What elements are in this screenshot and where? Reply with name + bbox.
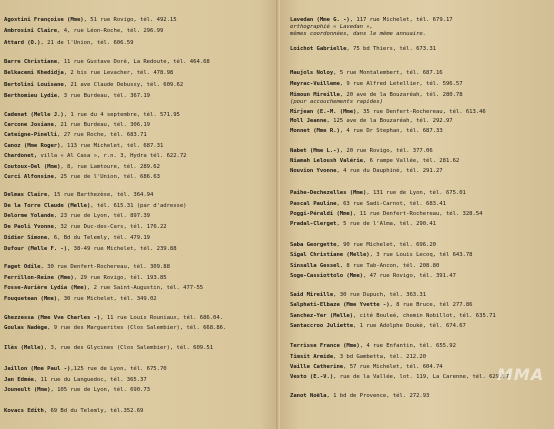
entry-address: , 57 rue Michelet, tél. 604.74 bbox=[343, 364, 443, 370]
directory-entry bbox=[4, 192, 153, 199]
left-column bbox=[4, 0, 272, 429]
directory-entry bbox=[290, 374, 509, 381]
watermark: MMA bbox=[497, 365, 545, 384]
directory-entry bbox=[290, 393, 429, 400]
entry-address: , 5 rue Montalembert, tél. 687.16 bbox=[333, 70, 443, 76]
entry-address: , 9 rue des Marguerites (Clos Salembier), tél. 668.86. bbox=[47, 325, 227, 331]
entry-name: Delmas Claire bbox=[4, 192, 48, 198]
entry-address: , 2 bis rue Levacher, tél. 478.98 bbox=[63, 70, 174, 76]
directory-entry bbox=[290, 158, 459, 165]
directory-entry bbox=[4, 366, 167, 373]
directory-entry bbox=[290, 252, 473, 259]
directory-entry bbox=[4, 40, 133, 47]
directory-entry bbox=[290, 211, 482, 218]
entry-name: Niamah Leloush Valérie bbox=[290, 158, 363, 164]
directory-entry bbox=[290, 263, 439, 270]
directory-entry bbox=[4, 143, 163, 150]
directory-entry bbox=[4, 345, 213, 352]
entry-address: , 15 rue Barthezèse, tél. 364.94 bbox=[47, 192, 154, 198]
directory-entry bbox=[290, 364, 443, 371]
entry-address: , 2 rue Saint-Augustin, tél. 477-55 bbox=[86, 285, 204, 291]
entry-name: Paihe-Dechezelles (Mme) bbox=[290, 190, 367, 196]
entry-address: , 105 rue de Lyon, tél. 690.73 bbox=[50, 387, 150, 393]
directory-entry bbox=[290, 343, 456, 350]
directory-entry bbox=[4, 275, 167, 282]
directory-entry bbox=[4, 224, 167, 231]
entry-name: Dufour (Melle F. -) bbox=[4, 246, 68, 252]
directory-entry bbox=[290, 92, 463, 99]
entry-name: Pradal-Clerget bbox=[290, 221, 337, 227]
entry-name: Terrisse France (Mme) bbox=[290, 343, 360, 349]
entry-name: Cateigne-Pinelli bbox=[4, 132, 58, 138]
entry-address: , 30 rue Michelet, tél. 349.02 bbox=[57, 296, 157, 302]
entry-name: Chardonet, bbox=[4, 153, 38, 159]
directory-entry bbox=[4, 213, 150, 220]
entry-name: De Paoli Yvonne bbox=[4, 224, 54, 230]
directory-entry bbox=[4, 153, 187, 160]
directory-entry bbox=[4, 315, 223, 322]
entry-address: , 1 rue du 4 septembre, tél. 571.95 bbox=[63, 112, 180, 118]
entry-address: , 4, rue Léon-Roche, tél. 296.99 bbox=[57, 28, 164, 34]
entry-address: , 47 rue Rovigo, tél. 391.47 bbox=[363, 273, 456, 279]
directory-entry bbox=[290, 70, 443, 77]
entry-name: Maujols Noloy bbox=[290, 70, 334, 76]
entry-address: , 35 rue Denfert-Rochereau, tél. 613.46 bbox=[356, 109, 486, 115]
directory-entry bbox=[290, 109, 486, 116]
entry-address: , 131 rue de Lyon, tél. 675.01 bbox=[366, 190, 466, 196]
entry-address: orthographié « Lavedan », bbox=[290, 24, 373, 30]
directory-entry bbox=[4, 264, 170, 271]
entry-name: Fouquetean (Mme) bbox=[4, 296, 58, 302]
entry-address: , 3 bd Gambetta, tél. 212.20 bbox=[333, 354, 427, 360]
entry-address: , 30 rue Dupuch, tél. 363.31 bbox=[333, 292, 427, 298]
entry-name: Ferrillon-Reine (Mme) bbox=[4, 275, 74, 281]
directory-entry bbox=[4, 325, 226, 332]
entry-name: Nouvion Yvonne bbox=[290, 168, 337, 174]
directory-entry bbox=[4, 70, 173, 77]
entry-name: Loichot Gabrielle bbox=[290, 46, 347, 52]
entry-name: Sigal Christiane (Melle) bbox=[290, 252, 370, 258]
entry-name: Fosse-Aurière Lydia (Mme) bbox=[4, 285, 87, 291]
entry-address: , 11 rue du Languedoc, tél. 365.37 bbox=[33, 377, 147, 383]
entry-name: Said Mireille bbox=[290, 292, 334, 298]
entry-name: Saba Georgette bbox=[290, 242, 337, 248]
entry-address: , 38-49 rue Michelet, tél. 239.88 bbox=[67, 246, 177, 252]
entry-name: Moll Jeanne bbox=[290, 118, 327, 124]
entry-name: Jouneult (Mme) bbox=[4, 387, 51, 393]
directory-entry bbox=[4, 387, 150, 394]
entry-name: Berthomieu Lydie bbox=[4, 93, 58, 99]
entry-address: , 6 rampe Vallée, tél. 281.62 bbox=[363, 158, 460, 164]
entry-address: , rue de la Vallée, lot. 119, La Carenne, tél. 629.97 bbox=[333, 374, 509, 380]
directory-entry bbox=[4, 203, 186, 210]
entry-name: Meyrac-Vuilleme bbox=[290, 81, 340, 87]
entry-name: Delorme Yolande bbox=[4, 213, 54, 219]
entry-name: Agostini Françoise (Mme) bbox=[4, 17, 84, 23]
entry-address: mêmes coordonnées, dans le même annuaire. bbox=[290, 31, 427, 37]
directory-entry bbox=[290, 148, 433, 155]
entry-address: , 8 rue Bruce, tél 277.86 bbox=[389, 302, 473, 308]
entry-address: , tél. 615.31 (par d'adresse) bbox=[90, 203, 187, 209]
directory-entry bbox=[290, 99, 383, 106]
directory-entry bbox=[4, 28, 163, 35]
entry-address: , 11 rue Denfert-Rochereau, tél. 328.54 bbox=[353, 211, 483, 217]
directory-entry bbox=[290, 128, 443, 135]
entry-address: , 51 rue Rovigo, tél. 492.15 bbox=[83, 17, 177, 23]
entry-name: Nabet (Mme L.-) bbox=[290, 148, 340, 154]
directory-entry bbox=[4, 164, 160, 171]
entry-address: , 29 rue Rovigo, tél. 193.85 bbox=[73, 275, 167, 281]
entry-address: , 20 rue Rovigo, tél. 377.06 bbox=[339, 148, 433, 154]
entry-address: , 5 rue de l'Alma, tél. 290.41 bbox=[336, 221, 436, 227]
entry-name: Barre Christiane bbox=[4, 59, 58, 65]
entry-address: , 27 rue Roche, tél. 683.71 bbox=[57, 132, 147, 138]
entry-name: Kovacs Edith bbox=[4, 408, 44, 414]
directory-entry bbox=[4, 408, 143, 415]
entry-address: ,125 rue de Lyon, tél. 675.70 bbox=[70, 366, 167, 372]
directory-entry bbox=[4, 59, 210, 66]
entry-name: Carcone Josiane bbox=[4, 122, 54, 128]
directory-entry bbox=[4, 235, 150, 242]
entry-name: Poggi-Péraldi (Mme) bbox=[290, 211, 354, 217]
entry-address: , 6, Bd du Telemly, tél. 479.19 bbox=[47, 235, 150, 241]
entry-name: Soge-Cassiottolo (Mme) bbox=[290, 273, 363, 279]
page-fold bbox=[276, 0, 280, 429]
entry-address: , 75 bd Thiers, tél. 673.31 bbox=[346, 46, 436, 52]
entry-address: , 21 rue Burdeau, tél. 306.19 bbox=[53, 122, 150, 128]
entry-name: Cadenat (Melle J.) bbox=[4, 112, 64, 118]
entry-name: Lavedan (Mme G. -) bbox=[290, 17, 350, 23]
entry-address: (pour accouchements rapides) bbox=[290, 99, 383, 105]
entry-address: , 20 ave de la Bouzaréah, tél. 280.78 bbox=[339, 92, 463, 98]
directory-entry bbox=[4, 112, 180, 119]
entry-address: , 8, rue Lamtoure, tél. 289.62 bbox=[60, 164, 160, 170]
entry-address: , 11 rue Gustave Doré, La Redoute, tél. 464.68 bbox=[57, 59, 210, 65]
directory-entry bbox=[4, 285, 203, 292]
entry-address: , 3, rue des Glycines (Clos Salembier), tél. 609.51 bbox=[43, 345, 214, 351]
entry-address: villa « Al Casa », r.n. 3, Hydra tél. 622.72 bbox=[37, 153, 187, 159]
directory-entry bbox=[290, 81, 463, 88]
directory-entry bbox=[290, 118, 453, 125]
entry-address: , 1 bd de Provence, tél. 272.93 bbox=[326, 393, 430, 399]
entry-name: De la Torre Claude (Melle) bbox=[4, 203, 91, 209]
entry-name: Santaccroo Juliette bbox=[290, 323, 354, 329]
entry-address: , 3 rue Burdeau, tél. 367.19 bbox=[57, 93, 150, 99]
directory-entry bbox=[290, 46, 436, 53]
directory-entry bbox=[290, 24, 373, 31]
entry-address: , 3 rue Louis Lecoq, tél 643.78 bbox=[369, 252, 473, 258]
entry-name: Ilès (Melle) bbox=[4, 345, 44, 351]
entry-address: , 4 rue Enfantin, tél. 655.92 bbox=[359, 343, 456, 349]
directory-entry bbox=[290, 221, 436, 228]
directory-entry bbox=[290, 302, 473, 309]
directory-entry bbox=[4, 93, 150, 100]
entry-address: , 1 rue Adolphe Doukè, tél. 674.67 bbox=[353, 323, 466, 329]
entry-address: , 8 rue Tab-Ancon, tél. 208.80 bbox=[339, 263, 440, 269]
directory-entry bbox=[290, 201, 446, 208]
entry-name: Sanchez-Yer (Melle) bbox=[290, 313, 354, 319]
entry-name: Vesto (E.-V.) bbox=[290, 374, 334, 380]
entry-name: Timsit Armide bbox=[290, 354, 334, 360]
entry-address: , 117 rue Michelet, tél. 679.17 bbox=[349, 17, 453, 23]
entry-address: , 21 de l'Union, tél. 606.59 bbox=[40, 40, 134, 46]
entry-address: , 125 ave de la Bouzaréah, tél. 292.97 bbox=[326, 118, 453, 124]
entry-address: , 25 rue de l'Union, tél. 686.63 bbox=[53, 174, 160, 180]
entry-address: , 90 rue Michelet, tél. 696.20 bbox=[336, 242, 436, 248]
entry-name: Didier Simone bbox=[4, 235, 48, 241]
directory-entry bbox=[4, 246, 177, 253]
entry-address: , 23 rue de Lyon, tél. 897.39 bbox=[53, 213, 150, 219]
entry-name: Jan Edmée bbox=[4, 377, 34, 383]
directory-entry bbox=[290, 273, 456, 280]
directory-entry bbox=[4, 132, 147, 139]
entry-address: , 21 ave Claude Debussy, tél. 609.62 bbox=[63, 82, 184, 88]
directory-entry bbox=[4, 296, 157, 303]
entry-name: Attard (O.) bbox=[4, 40, 41, 46]
entry-address: , 113 rue Michelet, tél. 687.31 bbox=[60, 143, 164, 149]
entry-address: , 9 rue Alfred Letellier, tél. 596.57 bbox=[339, 81, 463, 87]
directory-entry bbox=[290, 242, 436, 249]
entry-name: Monnet (Mme R.) bbox=[290, 128, 340, 134]
entry-name: Salphati-Elbaze (Mme Yvette -) bbox=[290, 302, 390, 308]
entry-address: , 69 Bd du Telemly, tél.352.69 bbox=[43, 408, 144, 414]
directory-entry bbox=[290, 17, 453, 24]
directory-entry bbox=[290, 31, 426, 38]
entry-name: Pascal Pauline bbox=[290, 201, 337, 207]
entry-name: Faget Odile bbox=[4, 264, 41, 270]
entry-name: Jaillon (Mme Paul -) bbox=[4, 366, 71, 372]
directory-entry bbox=[4, 174, 160, 181]
directory-entry bbox=[290, 190, 466, 197]
entry-address: , 32 rue Duc-des-Cars, tél. 176.22 bbox=[53, 224, 167, 230]
entry-name: Coutoux-Oel (Mme) bbox=[4, 164, 61, 170]
entry-address: , cité Bouleé, chemin Nobillot, tél. 635.71 bbox=[353, 313, 496, 319]
entry-name: Ghezzessa (Mme Vve Charles -) bbox=[4, 315, 101, 321]
entry-name: Mirjean (E.-M. (Mme) bbox=[290, 109, 357, 115]
directory-entry bbox=[290, 313, 496, 320]
entry-address: , 4 rue du Dauphiné, tél. 291.27 bbox=[336, 168, 443, 174]
directory-entry bbox=[290, 292, 426, 299]
directory-entry bbox=[290, 354, 426, 361]
directory-entry bbox=[290, 168, 443, 175]
directory-entry bbox=[4, 17, 177, 24]
entry-name: Vaille Catherine bbox=[290, 364, 344, 370]
directory-entry bbox=[4, 122, 150, 129]
entry-address: , 30 rue Denfert-Rochereau, tél. 309.88 bbox=[40, 264, 170, 270]
entry-name: Mimoun Mireille bbox=[290, 92, 340, 98]
entry-name: Sinsalla Gessel bbox=[290, 263, 340, 269]
entry-name: Canoz (Mme Roger) bbox=[4, 143, 61, 149]
entry-name: Curci Alfonsine bbox=[4, 174, 54, 180]
entry-name: Goulas Nadège bbox=[4, 325, 48, 331]
directory-entry bbox=[4, 377, 147, 384]
entry-address: , 63 rue Sadi-Carnot, tél. 683.41 bbox=[336, 201, 446, 207]
entry-name: Zanot Noëla bbox=[290, 393, 327, 399]
entry-name: Belkacemi Khedidja bbox=[4, 70, 64, 76]
entry-address: , 11 rue Louis Rouniaux, tél. 686.04. bbox=[100, 315, 223, 321]
directory-entry bbox=[290, 323, 466, 330]
entry-address: , 4 rue Dr Stephan, tél. 687.33 bbox=[339, 128, 443, 134]
directory-entry bbox=[4, 82, 183, 89]
entry-name: Ambrosini Claire bbox=[4, 28, 58, 34]
entry-name: Bertolini Louisane bbox=[4, 82, 64, 88]
